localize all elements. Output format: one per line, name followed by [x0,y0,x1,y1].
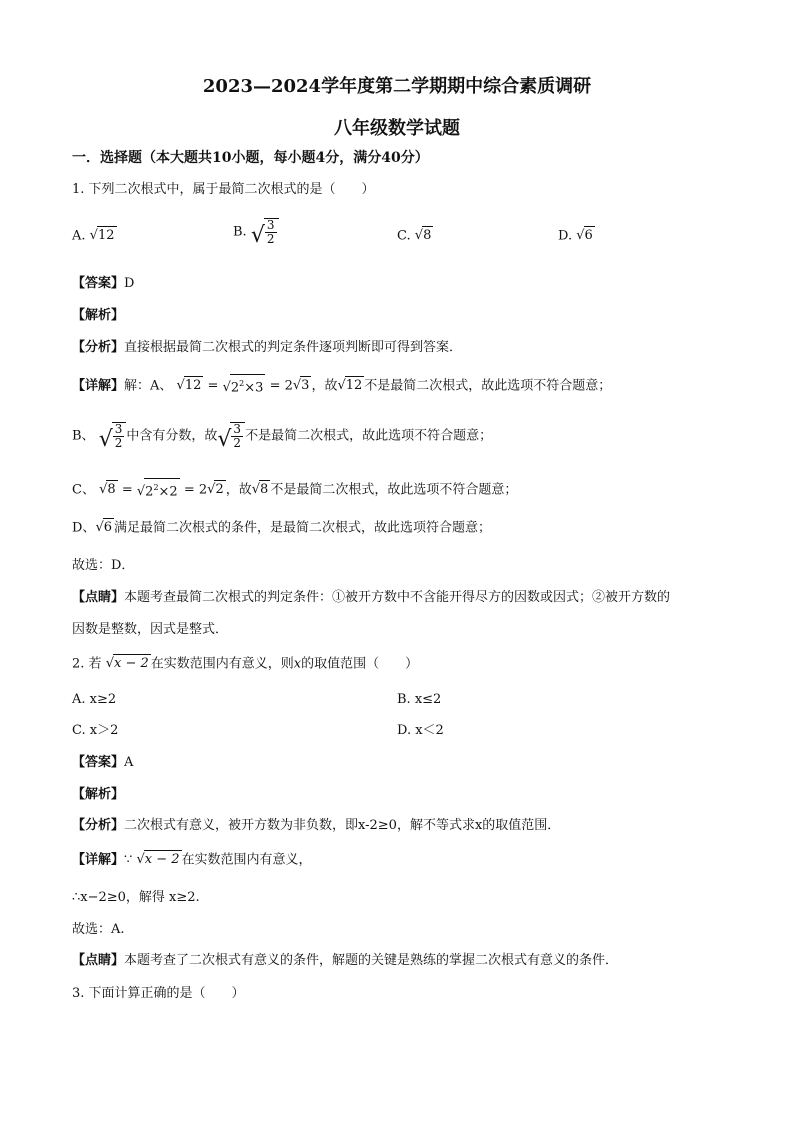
sqrt-icon: √8 [99,482,116,498]
sqrt-icon: √ $\frac{3}{2}$ [99,422,127,450]
q2-fenxi-text: 二次根式有意义，被开方数为非负数，即x-2≥0，解不等式求x的取值范围． [124,818,561,833]
fenxi-tag: 【分析】 [72,818,125,833]
q1-option-c-radicand: 8 [423,228,432,243]
q2-option-d: D. x＜2 [397,723,444,738]
fenxi-tag: 【分析】 [72,340,125,355]
q1-detail-a [72,374,611,398]
q2-option-a: A. x≥2 [72,692,117,707]
q1-option-d-radicand: 6 [584,228,593,243]
q1-detail-a-coef: = 2 [269,378,293,394]
exam-subtitle: 八年级数学试题 [334,118,460,139]
q1-detail-c-radicand-1: 8 [107,482,116,498]
q2-fenxi [72,816,560,836]
q2-answer-value: A [124,755,134,770]
sqrt-icon: √12 [176,378,202,394]
q2-stem-radicand: x − 2 [113,656,149,671]
q1-detail-a-mid: ，故 [311,378,338,394]
q1-dianjing-1 [72,588,670,608]
q1-detail-b-prefix: B、 [72,428,95,444]
xiangjie-tag: 【详解】 [72,852,125,868]
q1-option-c-label: C. [397,228,411,244]
q1-detail-d-prefix: D、 [72,520,96,536]
q2-stem-var: x [293,656,302,672]
sqrt-icon: √6 [95,520,113,535]
q1-detail-a-prefix: 解：A、 [124,378,173,394]
q1-detail-c-end: 不是最简二次根式，故此选项不符合题意； [270,482,518,498]
q1-detail-b-end: 不是最简二次根式，故此选项不符合题意； [245,428,493,444]
q2-option-b: B. x≤2 [397,692,442,707]
sqrt-icon: $√2^2\times 3$ [223,374,266,398]
q2-dianjing-text: 本题考查了二次根式有意义的条件，解题的关键是熟练的掌握二次根式有意义的条件． [124,953,619,968]
q1-dianjing-2: 因数是整数，因式是整式． [72,622,229,637]
q1-detail-c-prefix: C、 [72,482,95,498]
q1-detail-a-radicand-3: 3 [301,378,310,394]
q1-detail-b-denominator-2: 2 [233,436,242,450]
q1-option-d [558,226,595,247]
exam-title: 2023—2024学年度第二学期期中综合素质调研 [202,76,592,97]
q1-option-b-numerator: 3 [266,218,275,232]
sqrt-icon: √ $\frac{3}{2}$ [217,422,245,450]
q1-detail-d [72,518,491,539]
q2-detail-2: ∴x−2≥0，解得 x≥2. [72,890,200,905]
because-icon: ∵ [124,852,133,868]
q1-detail-d-end: 满足最简二次根式的条件，是最简二次根式，故此选项符合题意； [114,520,492,536]
sqrt-icon: √12 [337,378,363,394]
equals-sign: = [121,482,133,498]
q1-detail-c-radicand-3: 2 [215,482,224,498]
q1-detail-d-radicand: 6 [103,520,113,535]
q1-detail-b-numerator-2: 3 [233,422,242,436]
q1-option-a-radicand: 12 [97,228,115,243]
xiangjie-tag: 【详解】 [72,378,125,394]
answer-tag: 【答案】 [72,755,125,770]
q1-option-a-label: A. [72,228,86,244]
q2-dianjing [72,951,618,971]
q1-option-a [72,226,117,247]
sqrt-icon: √x − 2 [105,656,149,671]
q1-detail-b-numerator: 3 [114,422,123,436]
q1-detail-c [72,478,517,502]
q1-detail-c-base: 2 [145,484,154,500]
q2-stem-mid: 在实数范围内有意义，则 [150,656,294,672]
q2-detail-end: 在实数范围内有意义， [181,852,312,868]
q1-detail-a-radicand-1: 12 [184,378,202,394]
q2-stem [72,654,418,675]
q1-detail-a-radicand-4: 12 [345,378,363,394]
q2-detail-radicand: x − 2 [144,852,180,867]
sqrt-icon: √8 [251,482,269,498]
q1-detail-c-radicand-4: 8 [260,482,269,498]
sqrt-icon: √12 [89,228,115,243]
q1-detail-a-base: 2 [230,380,240,396]
q2-jiexi: 【解析】 [72,787,125,802]
q2-answer [72,753,133,773]
q3-stem: 3. 下面计算正确的是（ ） [72,986,245,1001]
q1-answer [72,274,134,294]
sqrt-icon: √8 [414,228,432,243]
q1-answer-value: D [124,276,135,291]
q2-detail [72,850,312,871]
q1-option-b [233,218,279,246]
sqrt-icon: √6 [576,228,593,243]
sqrt-icon: √3 [292,378,310,394]
q2-option-c: C. x＞2 [72,723,119,738]
sqrt-icon: $√2^2\times 2$ [137,478,180,502]
dianjing-tag: 【点睛】 [72,953,125,968]
q1-jiexi: 【解析】 [72,308,125,323]
section-heading: 一．选择题（本大题共10小题，每小题4分，满分40分） [72,150,429,166]
sqrt-icon: √ $\frac{3}{2}$ [251,218,279,246]
q1-option-c [397,226,433,247]
q1-detail-b [72,422,492,450]
dianjing-tag: 【点睛】 [72,590,125,605]
q1-detail-c-factor: ×2 [158,484,178,500]
q2-stem-pre: 2. 若 [72,656,102,672]
q1-detail-a-factor: ×3 [244,380,264,396]
q1-dianjing-text-1: 本题考查最简二次根式的判定条件：①被开方数中不含能开得尽方的因数或因式；②被开方数的 [124,590,671,605]
q1-option-b-label: B. [233,224,247,240]
sqrt-icon: √x − 2 [136,852,180,867]
q1-fenxi [72,338,462,358]
q1-choose: 故选：D． [72,558,135,573]
q1-stem: 1. 下列二次根式中，属于最简二次根式的是（ ） [72,182,375,197]
q1-detail-c-mid: ，故 [225,482,252,498]
answer-tag: 【答案】 [72,276,125,291]
q1-detail-a-end: 不是最简二次根式，故此选项不符合题意； [364,378,612,394]
q1-detail-b-mid: 中含有分数，故 [126,428,218,444]
sqrt-icon: √2 [207,482,224,498]
q1-option-d-label: D. [558,228,573,244]
q1-detail-b-denominator: 2 [114,436,123,450]
q2-choose: 故选：A. [72,922,125,937]
q1-option-b-denominator: 2 [266,232,275,246]
equals-sign: = [207,378,219,394]
q1-detail-c-coef: = 2 [183,482,208,498]
q2-stem-end: 的取值范围（ ） [301,656,419,672]
q1-fenxi-text: 直接根据最简二次根式的判定条件逐项判断即可得到答案． [124,340,463,355]
